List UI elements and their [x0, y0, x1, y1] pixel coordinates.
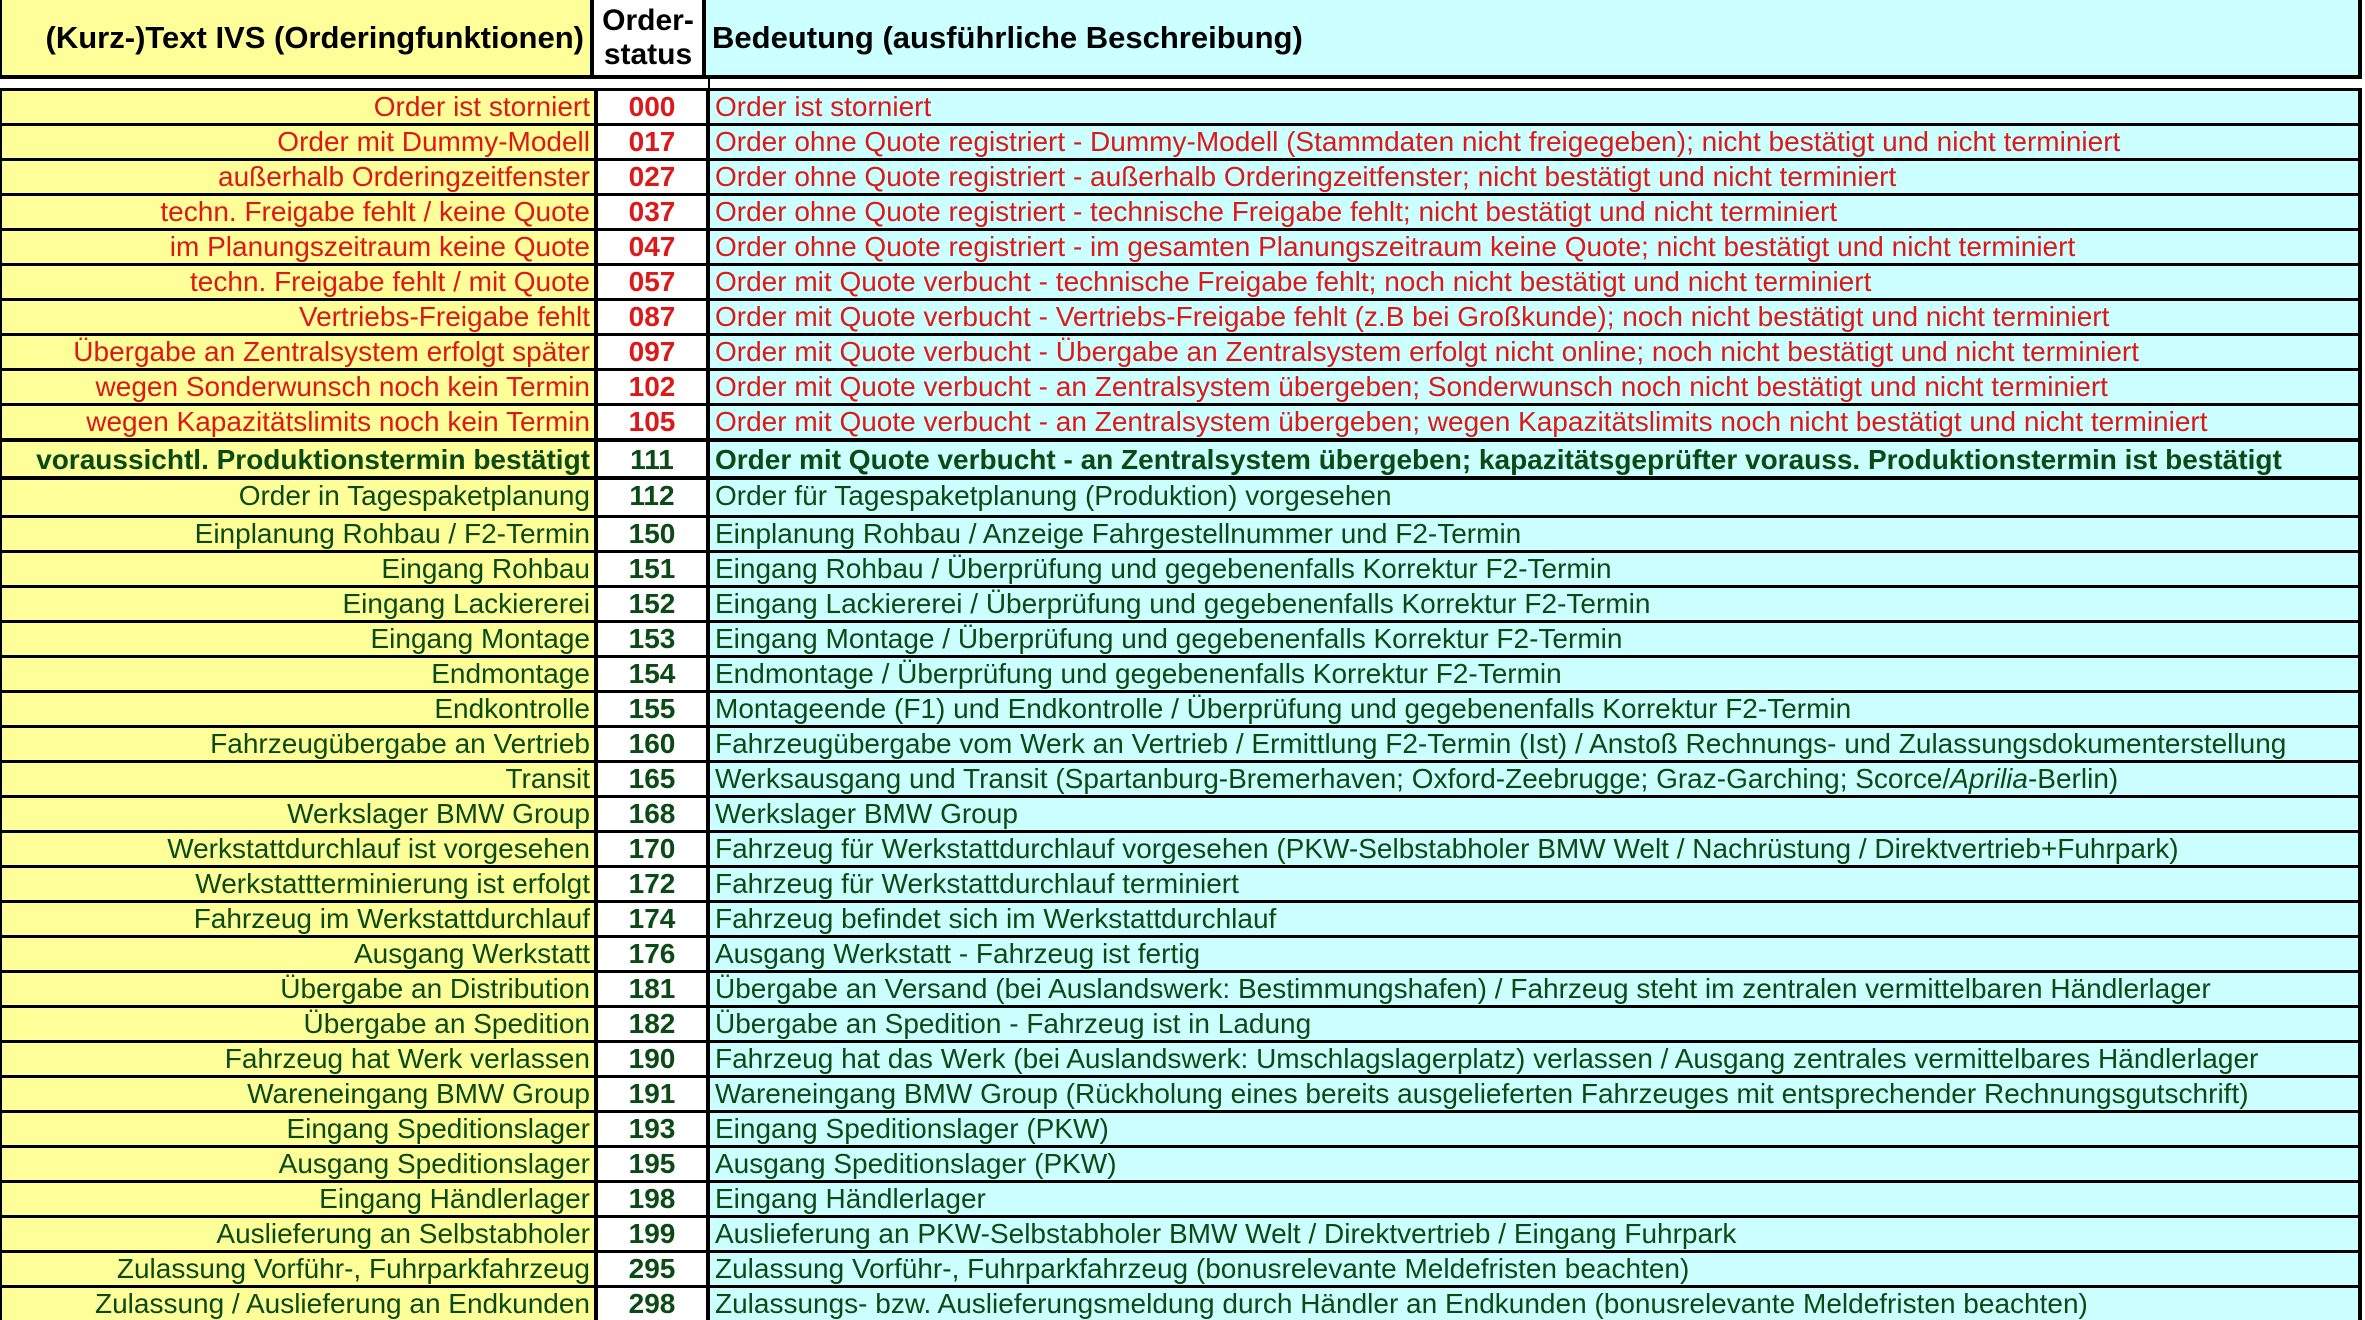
short-text-cell[interactable]: Eingang Rohbau — [0, 553, 598, 585]
table-row[interactable] — [0, 585, 2362, 620]
short-text-cell[interactable]: Fahrzeug im Werkstattdurchlauf — [0, 903, 598, 935]
description-cell[interactable]: Fahrzeug hat das Werk (bei Auslandswerk: Umschlagslagerplatz) verlassen / Ausgang zentrales vermittelbares Händlerlager — [710, 1043, 2362, 1075]
description-cell[interactable]: Eingang Montage / Überprüfung und gegebenenfalls Korrektur F2-Termin — [710, 623, 2362, 655]
table-row[interactable] — [0, 438, 2362, 480]
description-cell[interactable]: Eingang Rohbau / Überprüfung und gegebenenfalls Korrektur F2-Termin — [710, 553, 2362, 585]
description-cell[interactable]: Eingang Händlerlager — [710, 1183, 2362, 1215]
order-status-cell[interactable]: 057 — [598, 266, 710, 298]
description-cell[interactable]: Order mit Quote verbucht - Vertriebs-Freigabe fehlt (z.B bei Großkunde); noch nicht bestätigt und nicht terminiert — [710, 301, 2362, 333]
description-cell[interactable]: Montageende (F1) und Endkontrolle / Überprüfung und gegebenenfalls Korrektur F2-Termin — [710, 693, 2362, 725]
short-text-cell[interactable]: Fahrzeug hat Werk verlassen — [0, 1043, 598, 1075]
description-cell[interactable]: Eingang Lackiererei / Überprüfung und gegebenenfalls Korrektur F2-Termin — [710, 588, 2362, 620]
table-row[interactable] — [0, 158, 2362, 193]
table-row[interactable] — [0, 795, 2362, 830]
order-status-cell[interactable]: 105 — [598, 406, 710, 438]
order-status-cell[interactable]: 191 — [598, 1078, 710, 1110]
short-text-cell[interactable]: voraussichtl. Produktionstermin bestätigt — [0, 442, 598, 476]
table-row[interactable] — [0, 263, 2362, 298]
description-text: Werksausgang und Transit (Spartanburg-Bremerhaven; Oxford-Zeebrugge; Graz-Garching; Scorce/ — [715, 763, 1951, 794]
description-cell[interactable]: Fahrzeug für Werkstattdurchlauf terminiert — [710, 868, 2362, 900]
short-text-cell[interactable]: Eingang Händlerlager — [0, 1183, 598, 1215]
table-row[interactable] — [0, 515, 2362, 550]
order-status-cell[interactable]: 198 — [598, 1183, 710, 1215]
description-cell[interactable]: Fahrzeug befindet sich im Werkstattdurchlauf — [710, 903, 2362, 935]
description-cell[interactable]: Wareneingang BMW Group (Rückholung eines bereits ausgelieferten Fahrzeuges mit entsprechender Rechnungsgutschrift) — [710, 1078, 2362, 1110]
order-status-cell[interactable]: 111 — [598, 442, 710, 476]
order-status-cell[interactable]: 000 — [598, 91, 710, 123]
order-status-cell[interactable]: 165 — [598, 763, 710, 795]
description-cell[interactable]: Werkslager BMW Group — [710, 798, 2362, 830]
table-row[interactable] — [0, 1075, 2362, 1110]
table-row[interactable] — [0, 900, 2362, 935]
order-status-cell[interactable]: 155 — [598, 693, 710, 725]
table-row[interactable] — [0, 333, 2362, 368]
description-tail-text: -Berlin) — [2027, 763, 2119, 794]
description-cell[interactable]: Auslieferung an PKW-Selbstabholer BMW Welt / Direktvertrieb / Eingang Fuhrpark — [710, 1218, 2362, 1250]
order-status-cell[interactable]: 047 — [598, 231, 710, 263]
short-text-cell[interactable]: techn. Freigabe fehlt / keine Quote — [0, 196, 598, 228]
description-cell[interactable]: Übergabe an Versand (bei Auslandswerk: Bestimmungshafen) / Fahrzeug steht im zentralen vermittelbaren Händlerlager — [710, 973, 2362, 1005]
order-status-cell[interactable]: 152 — [598, 588, 710, 620]
description-italic-text: Aprilia — [1950, 763, 2028, 794]
table-header — [0, 0, 2362, 79]
short-text-cell[interactable]: Werkstattdurchlauf ist vorgesehen — [0, 833, 598, 865]
status-table — [0, 88, 2362, 1320]
table-row[interactable] — [0, 935, 2362, 970]
short-text-cell[interactable]: Einplanung Rohbau / F2-Termin — [0, 518, 598, 550]
description-cell[interactable]: Endmontage / Überprüfung und gegebenenfalls Korrektur F2-Termin — [710, 658, 2362, 690]
table-row[interactable] — [0, 1250, 2362, 1285]
short-text-cell[interactable]: Werkslager BMW Group — [0, 798, 598, 830]
short-text-cell[interactable]: Übergabe an Spedition — [0, 1008, 598, 1040]
header-order-status — [594, 0, 706, 75]
description-cell[interactable]: Ausgang Werkstatt - Fahrzeug ist fertig — [710, 938, 2362, 970]
header-short-text: (Kurz-)Text IVS (Orderingfunktionen) — [0, 0, 594, 75]
table-row[interactable] — [0, 88, 2362, 123]
order-status-cell[interactable]: 193 — [598, 1113, 710, 1145]
order-status-cell[interactable]: 154 — [598, 658, 710, 690]
short-text-cell[interactable]: Order in Tagespaketplanung — [0, 480, 598, 515]
short-text-cell[interactable]: im Planungszeitraum keine Quote — [0, 231, 598, 263]
order-status-cell[interactable]: 168 — [598, 798, 710, 830]
order-status-cell[interactable]: 112 — [598, 480, 710, 515]
table-row[interactable] — [0, 123, 2362, 158]
short-text-cell[interactable]: Order ist storniert — [0, 91, 598, 123]
table-row[interactable] — [0, 1040, 2362, 1075]
order-status-cell[interactable]: 174 — [598, 903, 710, 935]
order-status-cell[interactable]: 017 — [598, 126, 710, 158]
order-status-cell[interactable]: 097 — [598, 336, 710, 368]
short-text-cell[interactable]: Zulassung / Auslieferung an Endkunden — [0, 1288, 598, 1320]
description-cell[interactable]: Order ist storniert — [710, 91, 2362, 123]
description-cell[interactable]: Zulassungs- bzw. Auslieferungsmeldung durch Händler an Endkunden (bonusrelevante Meldefristen beachten) — [710, 1288, 2362, 1320]
table-row[interactable] — [0, 1180, 2362, 1215]
description-cell[interactable]: Fahrzeugübergabe vom Werk an Vertrieb / Ermittlung F2-Termin (Ist) / Anstoß Rechnungs- und Zulassungsdokumenterstellung — [710, 728, 2362, 760]
order-status-cell[interactable]: 087 — [598, 301, 710, 333]
short-text-cell[interactable]: Vertriebs-Freigabe fehlt — [0, 301, 598, 333]
order-status-cell[interactable]: 199 — [598, 1218, 710, 1250]
short-text-cell[interactable]: Eingang Montage — [0, 623, 598, 655]
description-cell[interactable]: Übergabe an Spedition - Fahrzeug ist in Ladung — [710, 1008, 2362, 1040]
short-text-cell[interactable]: wegen Sonderwunsch noch kein Termin — [0, 371, 598, 403]
short-text-cell[interactable]: Wareneingang BMW Group — [0, 1078, 598, 1110]
description-cell[interactable]: Order ohne Quote registriert - im gesamten Planungszeitraum keine Quote; nicht bestätigt und nicht terminiert — [710, 231, 2362, 263]
short-text-cell[interactable]: Auslieferung an Selbstabholer — [0, 1218, 598, 1250]
order-status-cell[interactable]: 176 — [598, 938, 710, 970]
short-text-cell[interactable]: Zulassung Vorführ-, Fuhrparkfahrzeug — [0, 1253, 598, 1285]
short-text-cell[interactable]: Ausgang Speditionslager — [0, 1148, 598, 1180]
order-status-cell[interactable]: 195 — [598, 1148, 710, 1180]
short-text-cell[interactable]: Endmontage — [0, 658, 598, 690]
table-row[interactable] — [0, 368, 2362, 403]
order-status-cell[interactable]: 150 — [598, 518, 710, 550]
order-status-cell[interactable]: 170 — [598, 833, 710, 865]
header-status-line1: Order- — [602, 3, 694, 37]
table-row[interactable] — [0, 1285, 2362, 1320]
order-status-cell[interactable]: 037 — [598, 196, 710, 228]
order-status-cell[interactable]: 172 — [598, 868, 710, 900]
table-row[interactable] — [0, 620, 2362, 655]
description-cell[interactable] — [710, 763, 2362, 795]
short-text-cell[interactable]: außerhalb Orderingzeitfenster — [0, 161, 598, 193]
header-status-line2: status — [603, 37, 693, 71]
order-status-cell[interactable]: 102 — [598, 371, 710, 403]
description-cell[interactable]: Order ohne Quote registriert - Dummy-Modell (Stammdaten nicht freigegeben); nicht bestätigt und nicht terminiert — [710, 126, 2362, 158]
short-text-cell[interactable]: techn. Freigabe fehlt / mit Quote — [0, 266, 598, 298]
order-status-cell[interactable]: 181 — [598, 973, 710, 1005]
table-row[interactable] — [0, 1005, 2362, 1040]
table-row[interactable] — [0, 228, 2362, 263]
short-text-cell[interactable]: Übergabe an Distribution — [0, 973, 598, 1005]
order-status-cell[interactable]: 182 — [598, 1008, 710, 1040]
order-status-cell[interactable]: 160 — [598, 728, 710, 760]
short-text-cell[interactable]: Fahrzeugübergabe an Vertrieb — [0, 728, 598, 760]
table-row[interactable] — [0, 1110, 2362, 1145]
table-row[interactable] — [0, 550, 2362, 585]
short-text-cell[interactable]: Eingang Speditionslager — [0, 1113, 598, 1145]
order-status-cell[interactable]: 027 — [598, 161, 710, 193]
short-text-cell[interactable]: Werkstattterminierung ist erfolgt — [0, 868, 598, 900]
description-cell[interactable]: Order ohne Quote registriert - technische Freigabe fehlt; nicht bestätigt und nicht terminiert — [710, 196, 2362, 228]
table-row[interactable] — [0, 298, 2362, 333]
description-cell[interactable]: Order ohne Quote registriert - außerhalb Orderingzeitfenster; nicht bestätigt und nicht terminiert — [710, 161, 2362, 193]
order-status-cell[interactable]: 153 — [598, 623, 710, 655]
short-text-cell[interactable]: Endkontrolle — [0, 693, 598, 725]
short-text-cell[interactable]: wegen Kapazitätslimits noch kein Termin — [0, 406, 598, 438]
table-row[interactable] — [0, 865, 2362, 900]
table-row[interactable] — [0, 655, 2362, 690]
table-row[interactable] — [0, 725, 2362, 760]
header-description: Bedeutung (ausführliche Beschreibung) — [706, 0, 2362, 75]
short-text-cell[interactable]: Ausgang Werkstatt — [0, 938, 598, 970]
description-cell[interactable]: Fahrzeug für Werkstattdurchlauf vorgesehen (PKW-Selbstabholer BMW Welt / Nachrüstung / Direktvertrieb+Fuhrpark) — [710, 833, 2362, 865]
description-cell[interactable]: Order mit Quote verbucht - Übergabe an Zentralsystem erfolgt nicht online; noch nicht bestätigt und nicht terminiert — [710, 336, 2362, 368]
description-cell[interactable]: Order mit Quote verbucht - an Zentralsystem übergeben; Sonderwunsch noch nicht bestätigt und nicht terminiert — [710, 371, 2362, 403]
table-row[interactable] — [0, 970, 2362, 1005]
table-row[interactable] — [0, 1145, 2362, 1180]
short-text-cell[interactable]: Order mit Dummy-Modell — [0, 126, 598, 158]
description-cell[interactable]: Eingang Speditionslager (PKW) — [710, 1113, 2362, 1145]
order-status-cell[interactable]: 190 — [598, 1043, 710, 1075]
table-row[interactable] — [0, 480, 2362, 515]
short-text-cell[interactable]: Transit — [0, 763, 598, 795]
description-cell[interactable]: Zulassung Vorführ-, Fuhrparkfahrzeug (bonusrelevante Meldefristen beachten) — [710, 1253, 2362, 1285]
description-cell[interactable]: Order mit Quote verbucht - technische Freigabe fehlt; noch nicht bestätigt und nicht terminiert — [710, 266, 2362, 298]
table-row[interactable] — [0, 690, 2362, 725]
order-status-cell[interactable]: 295 — [598, 1253, 710, 1285]
table-row[interactable] — [0, 830, 2362, 865]
table-row[interactable] — [0, 403, 2362, 438]
description-cell[interactable]: Order für Tagespaketplanung (Produktion) vorgesehen — [710, 480, 2362, 515]
order-status-cell[interactable]: 298 — [598, 1288, 710, 1320]
short-text-cell[interactable]: Übergabe an Zentralsystem erfolgt später — [0, 336, 598, 368]
table-row[interactable] — [0, 1215, 2362, 1250]
table-row[interactable] — [0, 760, 2362, 795]
description-cell[interactable]: Ausgang Speditionslager (PKW) — [710, 1148, 2362, 1180]
description-cell[interactable]: Order mit Quote verbucht - an Zentralsystem übergeben; wegen Kapazitätslimits noch nicht bestätigt und nicht terminiert — [710, 406, 2362, 438]
description-cell[interactable]: Einplanung Rohbau / Anzeige Fahrgestellnummer und F2-Termin — [710, 518, 2362, 550]
table-row[interactable] — [0, 193, 2362, 228]
short-text-cell[interactable]: Eingang Lackiererei — [0, 588, 598, 620]
description-cell[interactable]: Order mit Quote verbucht - an Zentralsystem übergeben; kapazitätsgeprüfter vorauss. Produktionstermin ist bestätigt — [710, 442, 2362, 476]
order-status-cell[interactable]: 151 — [598, 553, 710, 585]
